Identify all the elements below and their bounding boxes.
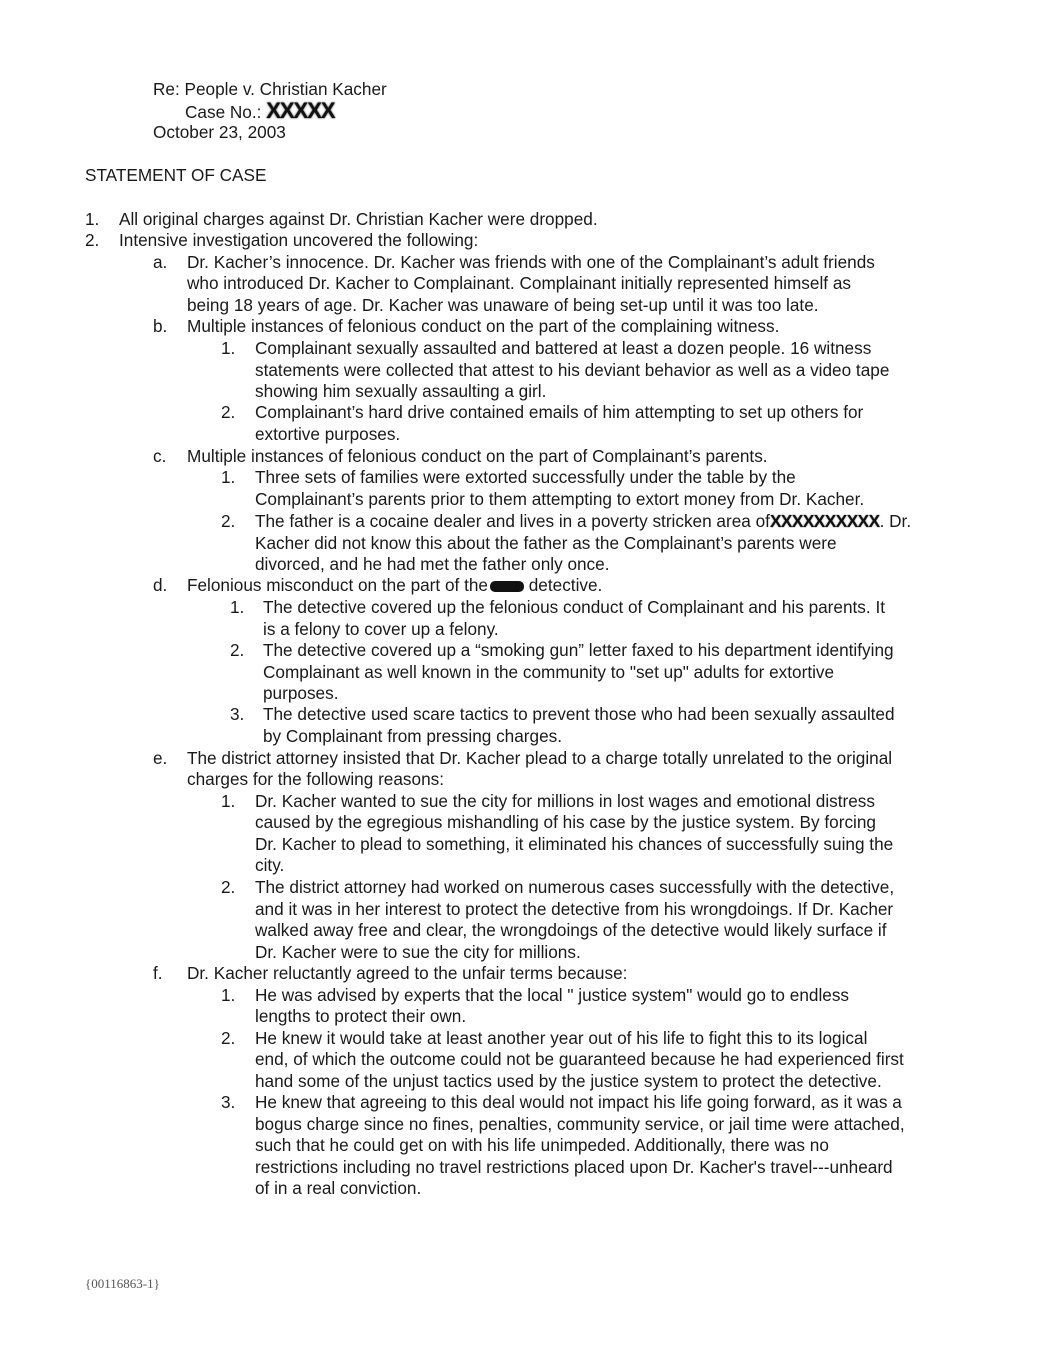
item-f3-line: He knew that agreeing to this deal would not impact his life going forward, as it was a	[255, 1092, 902, 1112]
item-c2-line: Kacher did not know this about the father as the Complainant’s parents were	[255, 533, 837, 553]
document-date: October 23, 2003	[153, 122, 286, 142]
location-redaction: XXXXXXXXXX	[769, 511, 880, 531]
item-e1-line: Dr. Kacher wanted to sue the city for millions in lost wages and emotional distress	[255, 791, 875, 811]
item-b2-number: 2.	[221, 402, 236, 422]
item-d3-line: The detective used scare tactics to prevent those who had been sexually assaulted	[263, 704, 895, 724]
item-f3-line: of in a real conviction.	[255, 1178, 422, 1198]
item-b-letter: b.	[153, 316, 168, 336]
item-e-letter: e.	[153, 748, 168, 768]
item-e2-line: walked away free and clear, the wrongdoings of the detective would likely surface if	[255, 920, 887, 940]
item-c-text: Multiple instances of felonious conduct on the part of Complainant’s parents.	[187, 446, 768, 466]
item-e2-line: and it was in her interest to protect the detective from his wrongdoings. If Dr. Kacher	[255, 899, 894, 919]
item-e-line: The district attorney insisted that Dr. Kacher plead to a charge totally unrelated to the original	[187, 748, 893, 768]
re-line: Re: People v. Christian Kacher	[153, 79, 387, 99]
item-f3-line: restrictions including no travel restrictions placed upon Dr. Kacher's travel---unheard	[255, 1157, 893, 1177]
item-d-text-start: Felonious misconduct on the part of the	[187, 575, 488, 595]
item-d-letter: d.	[153, 575, 168, 595]
item-c-letter: c.	[153, 446, 167, 466]
item-f1-number: 1.	[221, 985, 236, 1005]
item-e1-number: 1.	[221, 791, 236, 811]
item-d3-line: by Complainant from pressing charges.	[263, 726, 563, 746]
item-c2-text-start: The father is a cocaine dealer and lives in a poverty stricken area of	[255, 511, 770, 531]
item-2-number: 2.	[85, 230, 100, 250]
case-number-label: Case No.:	[185, 102, 262, 122]
redaction-blot	[490, 581, 524, 592]
item-b1-line: statements were collected that attest to his deviant behavior as well as a video tape	[255, 360, 890, 380]
item-e2-line: Dr. Kacher were to sue the city for millions.	[255, 942, 581, 962]
item-f-text: Dr. Kacher reluctantly agreed to the unfair terms because:	[187, 963, 628, 983]
section-heading: STATEMENT OF CASE	[85, 165, 267, 185]
item-1-number: 1.	[85, 209, 100, 229]
item-e1-line: city.	[255, 855, 285, 875]
item-e1-line: caused by the egregious mishandling of his case by the justice system. By forcing	[255, 812, 876, 832]
item-f3-number: 3.	[221, 1092, 236, 1112]
item-b1-line: Complainant sexually assaulted and battered at least a dozen people. 16 witness	[255, 338, 872, 358]
item-c2-text-end: . Dr.	[879, 511, 912, 531]
item-c2-line	[255, 511, 911, 533]
item-d2-line: purposes.	[263, 683, 339, 703]
item-c1-number: 1.	[221, 467, 236, 487]
item-2-text: Intensive investigation uncovered the following:	[119, 230, 479, 250]
item-d1-number: 1.	[230, 597, 245, 617]
item-b1-number: 1.	[221, 338, 236, 358]
item-f1-line: lengths to protect their own.	[255, 1006, 467, 1026]
item-1-text: All original charges against Dr. Christian Kacher were dropped.	[119, 209, 598, 229]
item-f3-line: bogus charge since no fines, penalties, community service, or jail time were attached,	[255, 1114, 905, 1134]
item-d-text	[187, 575, 602, 597]
item-d1-line: is a felony to cover up a felony.	[263, 619, 499, 639]
item-e2-line: The district attorney had worked on numerous cases successfully with the detective,	[255, 877, 895, 897]
item-a-line: being 18 years of age. Dr. Kacher was unaware of being set-up until it was too late.	[187, 295, 819, 315]
item-c2-number: 2.	[221, 511, 236, 531]
item-d-text-end: detective.	[528, 575, 603, 595]
item-a-line: who introduced Dr. Kacher to Complainant. Complainant initially represented himself as	[187, 273, 851, 293]
item-d2-number: 2.	[230, 640, 245, 660]
item-b2-line: Complainant’s hard drive contained emails of him attempting to set up others for	[255, 402, 864, 422]
item-b2-line: extortive purposes.	[255, 424, 401, 444]
item-a-letter: a.	[153, 252, 168, 272]
item-b1-line: showing him sexually assaulting a girl.	[255, 381, 547, 401]
item-f2-number: 2.	[221, 1028, 236, 1048]
item-a-line: Dr. Kacher’s innocence. Dr. Kacher was friends with one of the Complainant’s adult friends	[187, 252, 875, 272]
item-f1-line: He was advised by experts that the local " justice system" would go to endless	[255, 985, 850, 1005]
item-d1-line: The detective covered up the felonious conduct of Complainant and his parents. It	[263, 597, 885, 617]
item-e2-number: 2.	[221, 877, 236, 897]
item-c1-line: Complainant’s parents prior to them attempting to extort money from Dr. Kacher.	[255, 489, 865, 509]
document-footer-id: {00116863-1}	[85, 1276, 160, 1291]
item-d2-line: The detective covered up a “smoking gun” letter faxed to his department identifying	[263, 640, 894, 660]
item-e-line: charges for the following reasons:	[187, 769, 444, 789]
case-number-redaction: XXXXX	[266, 98, 335, 123]
case-number-line	[185, 98, 335, 124]
item-d2-line: Complainant as well known in the community to "set up" adults for extortive	[263, 662, 835, 682]
item-b-text: Multiple instances of felonious conduct on the part of the complaining witness.	[187, 316, 780, 336]
item-d3-number: 3.	[230, 704, 245, 724]
item-f2-line: hand some of the unjust tactics used by the justice system to protect the detective.	[255, 1071, 882, 1091]
item-f3-line: such that he could get on with his life unimpeded. Additionally, there was no	[255, 1135, 829, 1155]
item-c1-line: Three sets of families were extorted successfully under the table by the	[255, 467, 796, 487]
item-f2-line: end, of which the outcome could not be guaranteed because he had experienced first	[255, 1049, 904, 1069]
item-c2-line: divorced, and he had met the father only once.	[255, 554, 610, 574]
item-f-letter: f.	[153, 963, 163, 983]
item-e1-line: Dr. Kacher to plead to something, it eliminated his chances of successfully suing the	[255, 834, 894, 854]
item-f2-line: He knew it would take at least another year out of his life to fight this to its logical	[255, 1028, 868, 1048]
